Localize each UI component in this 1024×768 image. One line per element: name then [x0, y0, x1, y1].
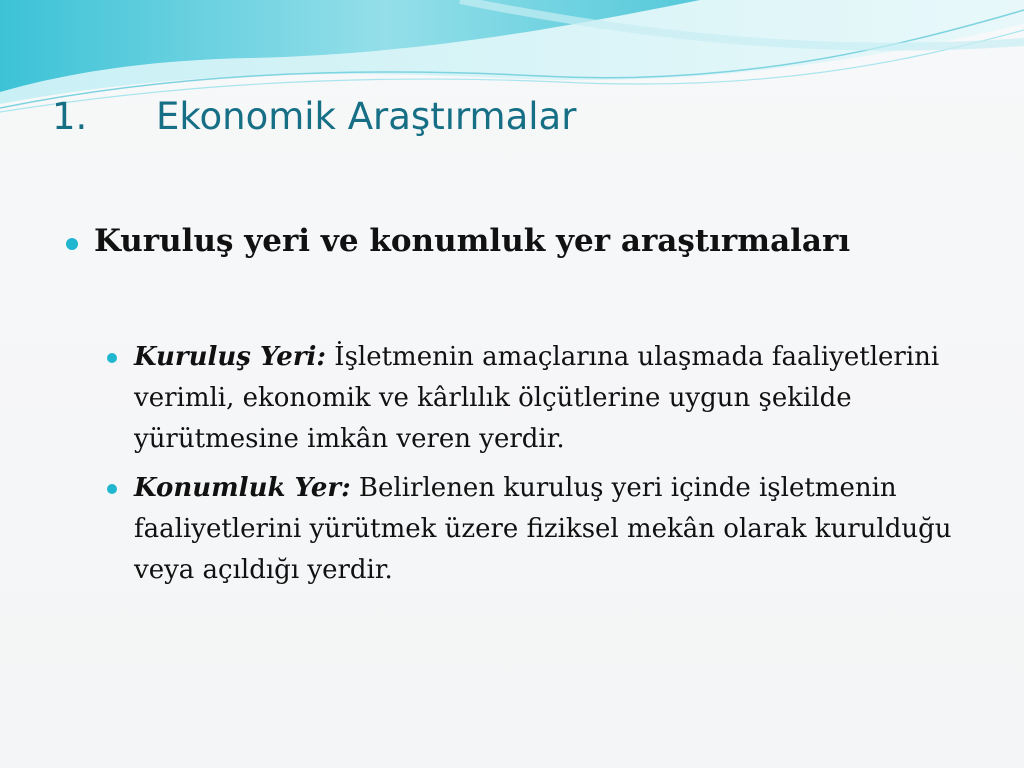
- title-number: 1.: [52, 94, 88, 138]
- bullet-icon: [107, 484, 117, 494]
- slide-title: [52, 88, 576, 144]
- bullet-icon: [66, 238, 78, 250]
- sub-bullet-text: [134, 337, 954, 460]
- sub-bullet-text: [134, 468, 954, 591]
- sub-bullet-definition: İşletmenin amaçlarına ulaşmada faaliyetlerini verimli, ekonomik ve kârlılık ölçütlerine uygun şekilde yürütmesine imkân veren yerdir.: [134, 342, 940, 454]
- sub-bullet-definition: Belirlenen kuruluş yeri içinde işletmenin faaliyetlerini yürütmek üzere fiziksel mekân olarak kurulduğu veya açıldığı yerdir.: [134, 473, 952, 585]
- bullet-icon: [107, 353, 117, 363]
- sub-bullet-kurulus-yeri: [107, 337, 957, 460]
- sub-bullet-konumluk-yer: [107, 468, 957, 591]
- main-bullet-text: Kuruluş yeri ve konumluk yer araştırmaları: [94, 223, 851, 259]
- title-text: Ekonomik Araştırmalar: [156, 94, 577, 138]
- sub-bullet-term: Kuruluş Yeri:: [134, 342, 327, 372]
- sub-bullet-term: Konumluk Yer:: [134, 473, 351, 503]
- main-bullet: [66, 223, 850, 259]
